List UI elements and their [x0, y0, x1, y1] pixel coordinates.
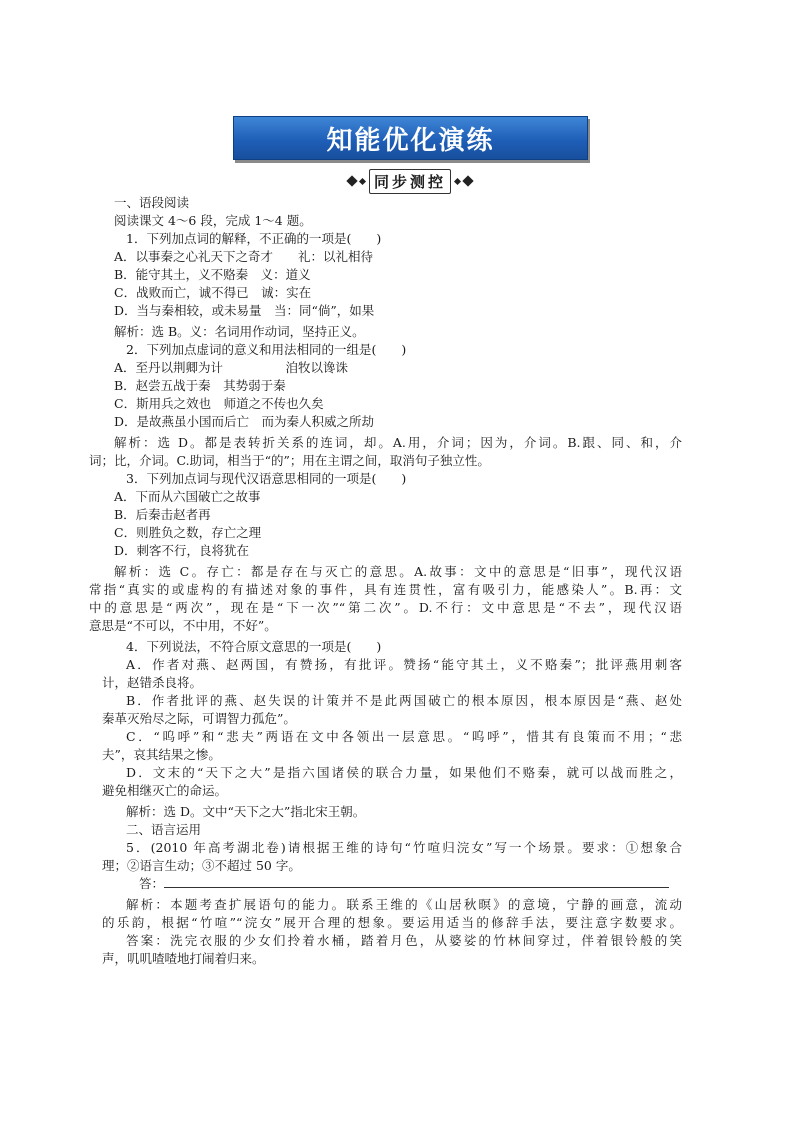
- explanation-2-line2: 词；比，介词。C.助词，相当于“的”；用在主谓之间，取消句子独立性。: [89, 453, 490, 468]
- option-4d-line1: D．文末的“天下之大”是指六国诸侯的联合力量，如果他们不赂秦，就可以战而胜之，: [126, 765, 682, 780]
- diamond-right-icon: [462, 175, 473, 186]
- question-5-line1: 5．(2010 年高考湖北卷)请根据王维的诗句“竹喧归浣女”写一个场景。要求：①想象合: [126, 840, 682, 855]
- option-1c: C．战败而亡，诚不得已 诚：实在: [114, 285, 312, 300]
- question-1: 1．下列加点词的解释，不正确的一项是( ): [126, 231, 382, 246]
- option-4c-line2: 夫”，哀其结果之惨。: [102, 747, 221, 762]
- question-4: 4．下列说法，不符合原文意思的一项是( ): [126, 639, 382, 654]
- explanation-5-line2: 的乐韵，根据“竹喧”“浣女”展开合理的想象。要运用适当的修辞手法，要注意字数要求。: [102, 915, 682, 930]
- question-3: 3．下列加点词与现代汉语意思相同的一项是( ): [126, 471, 407, 486]
- question-2: 2．下列加点虚词的意义和用法相同的一组是( ): [126, 342, 407, 357]
- option-4a-line1: A．作者对燕、赵两国，有赞扬，有批评。赞扬“能守其土，义不赂秦”；批评燕用刺客: [126, 657, 682, 672]
- section-banner: [233, 116, 588, 160]
- explanation-3-line1: 解析：选 C。存亡：都是存在与灭亡的意思。A.故事：文中的意思是“旧事”，现代汉语: [114, 564, 682, 579]
- explanation-1: 解析：选 B。义：名词用作动词，坚持正义。: [114, 324, 365, 339]
- option-2d: D．是故燕虽小国而后亡 而为秦人积威之所劫: [114, 414, 375, 429]
- subheading-title: 同步测控: [369, 169, 451, 194]
- option-4a-line2: 计，赵错杀良将。: [102, 675, 203, 690]
- option-1a: A．以事秦之心礼天下之奇才 礼：以礼相待: [114, 249, 374, 264]
- option-4b-line1: B．作者批评的燕、赵失误的计策并不是此两国破亡的根本原因，根本原因是“燕、赵处: [126, 693, 682, 708]
- answer-5-line2: 声，叽叽喳喳地打闹着归来。: [102, 951, 265, 966]
- option-2c: C．斯用兵之效也 师道之不传也久矣: [114, 396, 324, 411]
- explanation-4: 解析：选 D。文中“天下之大”指北宋王朝。: [126, 804, 366, 819]
- answer-label: 答：: [139, 876, 165, 891]
- explanation-3-line3: 中的意思是“两次”，现在是“下一次”“第二次”。D.不行：文中意思是“不去”，现代汉语: [89, 600, 682, 615]
- explanation-3-line2: 常指“真实的或虚构的有描述对象的事件，具有连贯性，富有吸引力，能感染人”。B.再：文: [89, 582, 682, 597]
- diamond-right-small-icon: [454, 177, 461, 184]
- option-3a: A．下而从六国破亡之故事: [114, 489, 261, 504]
- explanation-3-line4: 意思是“不可以，不中用，不好”。: [89, 618, 277, 633]
- diamond-left-small-icon: [359, 177, 366, 184]
- option-3c: C．则胜负之数，存亡之理: [114, 525, 262, 540]
- instruction: 阅读课文 4～6 段，完成 1～4 题。: [114, 213, 312, 228]
- option-2a: A．至丹以荆卿为计 洎牧以谗诛: [114, 360, 349, 375]
- question-5-line2: 理；②语言生动；③不超过 50 字。: [102, 858, 301, 873]
- option-1b: B．能守其土，义不赂秦 义：道义: [114, 267, 311, 282]
- option-4b-line2: 秦革灭殆尽之际，可谓智力孤危”。: [102, 711, 296, 726]
- section-heading-2: 二、语言运用: [126, 822, 202, 837]
- option-3b: B．后秦击赵者再: [114, 507, 211, 522]
- option-4d-line2: 避免相继灭亡的命运。: [102, 783, 228, 798]
- banner-title: 知能优化演练: [326, 125, 495, 156]
- option-3d: D．刺客不行，良将犹在: [114, 543, 250, 558]
- answer-blank-line: [164, 875, 669, 888]
- document-body: [89, 194, 682, 968]
- explanation-5-line1: 解析：本题考查扩展语句的能力。联系王维的《山居秋暝》的意境，宁静的画意，流动: [126, 897, 682, 912]
- answer-5-line1: 答案：洗完衣服的少女们拎着水桶，踏着月色，从婆娑的竹林间穿过，伴着银铃般的笑: [126, 933, 682, 948]
- answer-field: [114, 875, 682, 893]
- section-heading: 一、语段阅读: [114, 195, 190, 210]
- explanation-2-line1: 解析：选 D。都是表转折关系的连词，却。A.用，介词；因为，介词。B.跟、同、和，介: [114, 435, 682, 450]
- option-2b: B．赵尝五战于秦 其势弱于秦: [114, 378, 286, 393]
- option-1d: D．当与秦相较，或未易量 当：同“倘”，如果: [114, 303, 375, 318]
- option-4c-line1: C．“呜呼”和“悲夫”两语在文中各领出一层意思。“呜呼”，惜其有良策而不用；“悲: [126, 729, 682, 744]
- subheading: [325, 170, 495, 192]
- diamond-left-icon: [346, 175, 357, 186]
